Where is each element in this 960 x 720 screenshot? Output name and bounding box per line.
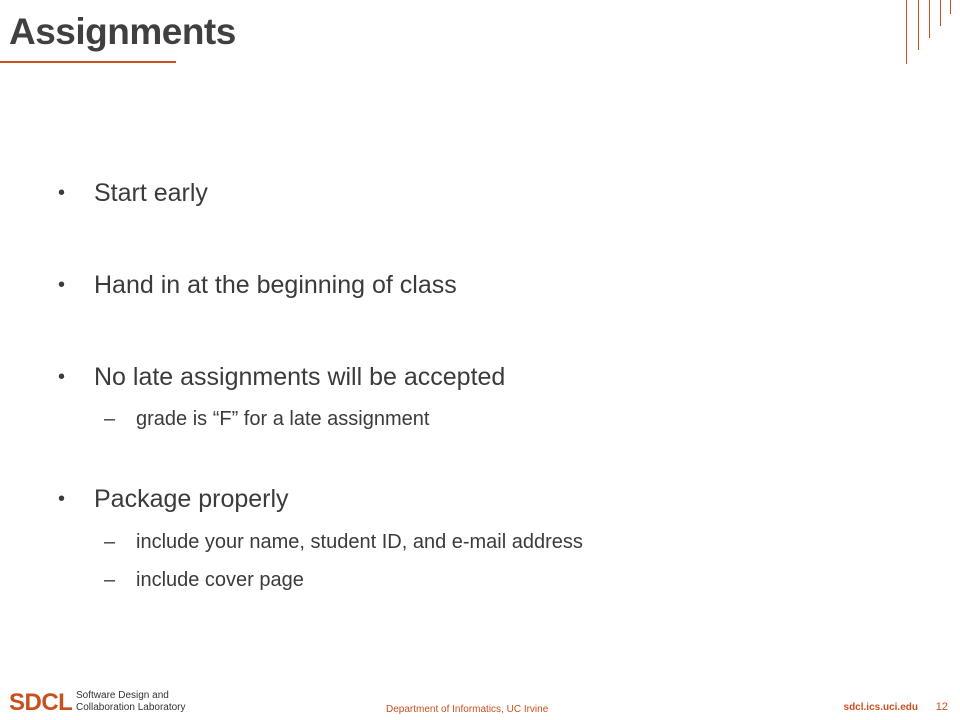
lab-name-line2: Collaboration Laboratory (76, 702, 186, 713)
page-number: 12 (935, 701, 948, 713)
sub-dash: – (104, 531, 116, 553)
slide-title: Assignments (9, 11, 236, 52)
lab-name-line1: Software Design and (76, 690, 169, 701)
bullet-dot: • (58, 488, 66, 510)
bullet-text: No late assignments will be accepted (94, 363, 506, 391)
sub-item (104, 567, 304, 593)
bullet-text: Package properly (94, 485, 289, 513)
sub-item (104, 529, 583, 555)
sub-dash: – (104, 569, 116, 591)
bullet-item (58, 362, 505, 392)
bullet-item (58, 484, 289, 514)
lab-name (76, 690, 186, 714)
footer-url: sdcl.ics.uci.edu (843, 702, 918, 713)
bullet-text: Hand in at the beginning of class (94, 271, 457, 299)
bullet-dot: • (58, 366, 66, 388)
bullet-text: Start early (94, 179, 208, 207)
bullet-dot: • (58, 182, 66, 204)
sdcl-logo: SDCL (9, 689, 73, 716)
bullet-dot: • (58, 274, 66, 296)
sub-text: include cover page (136, 569, 304, 591)
bullet-item (58, 270, 457, 300)
sub-text: grade is “F” for a late assignment (136, 408, 430, 430)
bullet-item (58, 178, 208, 208)
sub-dash: – (104, 408, 116, 430)
sub-text: include your name, student ID, and e-mail address (136, 531, 583, 553)
sub-item (104, 406, 429, 432)
department-label: Department of Informatics, UC Irvine (386, 704, 549, 715)
